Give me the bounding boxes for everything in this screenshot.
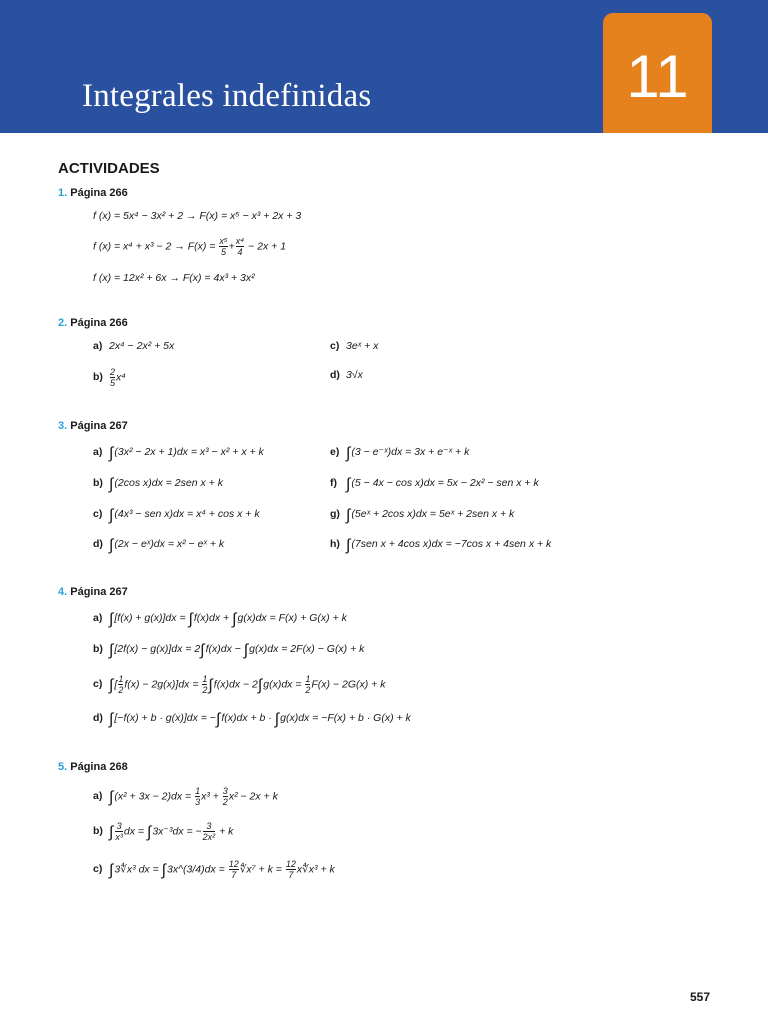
- q4-a: a) ∫[f(x) + g(x)]dx = ∫f(x)dx + ∫g(x)dx = F(x) + G(x) + k: [93, 611, 347, 628]
- q2-b: b) $\frac{2}{5}$ x⁴: [93, 367, 126, 388]
- fraction: $\frac{3}{2}$: [222, 786, 228, 807]
- q2-a: a) 2x⁴ − 2x² + 5x: [93, 340, 175, 352]
- fraction: $\frac{\text{x⁴}}{4}$: [235, 236, 245, 257]
- q1-line-2: f (x) = x⁴ + x³ − 2 → F(x) = $\frac{\text{x⁵}}{5}$ + $\frac{\text{x⁴}}{4}$ − 2x + 1: [93, 236, 287, 257]
- q3-a: a) ∫(3x² − 2x + 1)dx = x³ − x² + x + k: [93, 445, 264, 462]
- q2-d: d) 3√x: [330, 369, 363, 381]
- chapter-title: Integrales indefinidas: [82, 78, 372, 114]
- fraction: $\frac{12}{7}$: [228, 859, 239, 880]
- chapter-number: 11: [626, 43, 689, 110]
- fraction: $\frac{2}{5}$: [110, 367, 116, 388]
- q3-e: e) ∫(3 − e⁻ˣ)dx = 3x + e⁻ˣ + k: [330, 445, 470, 462]
- fraction: $\frac{\text{x⁵}}{5}$: [219, 236, 228, 257]
- fraction: $\frac{1}{3}$: [195, 786, 201, 807]
- chapter-header: [0, 0, 768, 133]
- q5-a: a) ∫(x² + 3x − 2)dx = $\frac{1}{3}$ x³ + $\frac{3}{2}$ x² − 2x + k: [93, 786, 278, 807]
- q3-d: d) ∫(2x − eˣ)dx = x² − eˣ + k: [93, 537, 225, 554]
- question-4-heading: 4. Página 267: [58, 586, 128, 598]
- fraction: $\frac{3}{\text{2x²}}$: [202, 821, 216, 842]
- page-number: 557: [690, 990, 711, 1004]
- fraction: $\frac{1}{2}$: [118, 674, 124, 695]
- q3-g: g) ∫(5eˣ + 2cos x)dx = 5eˣ + 2sen x + k: [330, 507, 515, 524]
- q1-line-1: f (x) = 5x⁴ − 3x² + 2 → F(x) = x⁵ − x³ + 2x + 3: [93, 210, 302, 222]
- q3-h: h) ∫(7sen x + 4cos x)dx = −7cos x + 4sen x + k: [330, 537, 552, 554]
- q3-b: b) ∫(2cos x)dx = 2sen x + k: [93, 476, 223, 493]
- q2-c: c) 3eˣ + x: [330, 340, 379, 352]
- q4-c: c) ∫[ $\frac{1}{2}$ f(x) − 2g(x)]dx = $\frac{1}{2}$ ∫f(x)dx − 2∫g(x)dx = $\frac{1}{2}$ F(x) − 2G(x) + k: [93, 674, 386, 695]
- fraction: $\frac{1}{2}$: [305, 674, 311, 695]
- fraction: $\frac{1}{2}$: [202, 674, 208, 695]
- section-heading: ACTIVIDADES: [58, 160, 160, 177]
- question-5-heading: 5. Página 268: [58, 761, 128, 773]
- fraction: $\frac{12}{7}$: [285, 859, 296, 880]
- q4-d: d) ∫[−f(x) + b · g(x)]dx = −∫f(x)dx + b · ∫g(x)dx = −F(x) + b · G(x) + k: [93, 711, 411, 728]
- question-1-heading: 1. Página 266: [58, 187, 128, 199]
- q3-c: c) ∫(4x³ − sen x)dx = x⁴ + cos x + k: [93, 507, 260, 524]
- q5-c: c) ∫3∜x³ dx = ∫3x^(3/4)dx = $\frac{12}{7}$ ∜x⁷ + k = $\frac{12}{7}$ x∜x³ + k: [93, 859, 335, 880]
- question-2-heading: 2. Página 266: [58, 317, 128, 329]
- fraction: $\frac{3}{\text{x³}}$: [115, 821, 123, 842]
- q4-b: b) ∫[2f(x) − g(x)]dx = 2∫f(x)dx − ∫g(x)dx = 2F(x) − G(x) + k: [93, 642, 365, 659]
- q3-f: f) ∫(5 − 4x − cos x)dx = 5x − 2x² − sen x + k: [330, 476, 539, 493]
- chapter-number-tab: [603, 13, 712, 133]
- q5-b: b) ∫ $\frac{3}{\text{x³}}$ dx = ∫3x⁻³dx = − $\frac{3}{\text{2x²}}$ + k: [93, 821, 234, 842]
- q1-line-3: f (x) = 12x² + 6x → F(x) = 4x³ + 3x²: [93, 272, 255, 284]
- question-3-heading: 3. Página 267: [58, 420, 128, 432]
